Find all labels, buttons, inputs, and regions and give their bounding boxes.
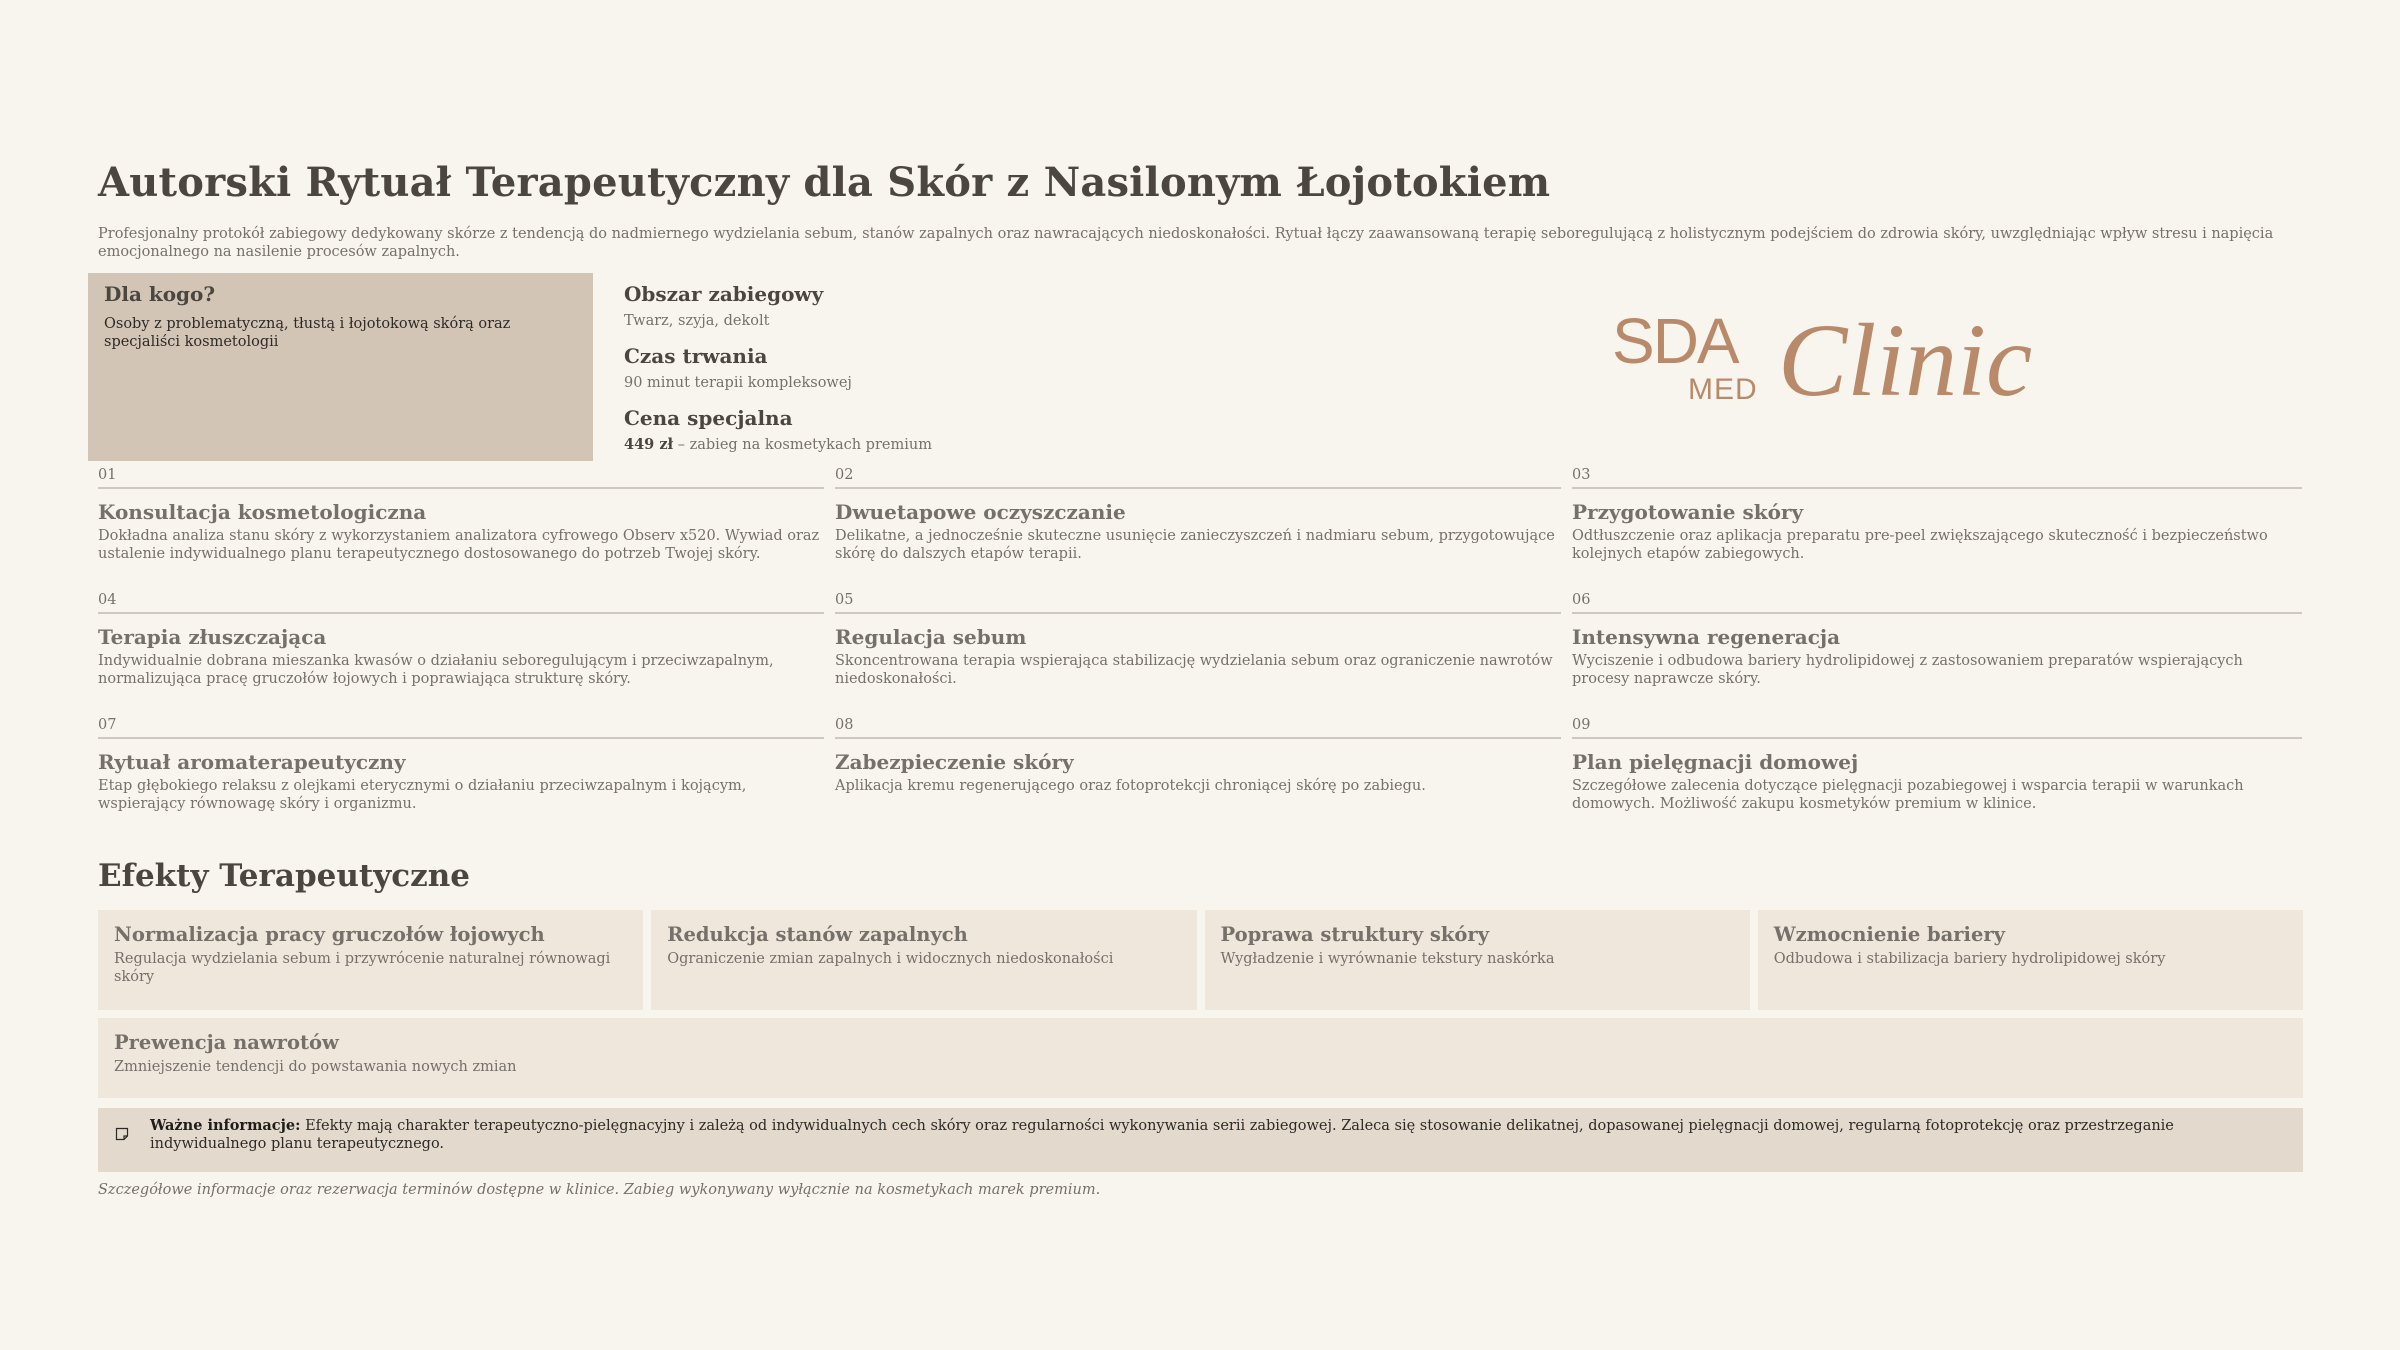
step-title: Terapia złuszczająca <box>98 625 327 649</box>
important-notice <box>98 1108 2303 1172</box>
sda-med-clinic-logo <box>1610 301 2060 421</box>
step-text: Szczegółowe zalecenia dotyczące pielęgnacji pozabiegowej i wsparcia terapii w warunkach domowych. Możliwość zakupu kosmetyków premium w klinice. <box>1572 778 2244 812</box>
step-title: Rytuał aromaterapeutyczny <box>98 750 406 774</box>
step-text: Etap głębokiego relaksu z olejkami eterycznymi o działaniu przeciwzapalnym i kojącym, wspierający równowagę skóry i organizmu. <box>98 778 747 812</box>
step-title: Regulacja sebum <box>835 625 1027 649</box>
logo-brand-top: SDA <box>1612 305 1738 377</box>
logo-graphic <box>1610 301 2060 421</box>
effect-text: Zmniejszenie tendencji do powstawania nowych zmian <box>114 1059 517 1075</box>
effect-card <box>1758 910 2303 1010</box>
step-item <box>98 465 824 590</box>
step-item <box>835 590 1561 715</box>
step-text: Delikatne, a jednocześnie skuteczne usunięcie zanieczyszczeń i nadmiaru sebum, przygotowujące skórę do dalszych etapów terapii. <box>835 528 1555 562</box>
effect-text: Wygładzenie i wyrównanie tekstury naskórka <box>1220 951 1555 967</box>
step-item <box>98 590 824 715</box>
effect-text: Odbudowa i stabilizacja bariery hydrolipidowej skóry <box>1773 951 2166 967</box>
time-value: 90 minut terapii kompleksowej <box>624 375 852 391</box>
step-item <box>98 715 824 840</box>
step-text: Skoncentrowana terapia wspierająca stabilizację wydzielania sebum oraz ograniczenie nawrotów niedoskonałości. <box>835 653 1553 687</box>
effect-title: Prewencja nawrotów <box>114 1031 339 1054</box>
step-text: Aplikacja kremu regenerującego oraz fotoprotekcji chroniącej skórę po zabiegu. <box>835 778 1426 794</box>
price-heading: Cena specjalna <box>624 406 793 430</box>
price-value <box>624 435 1074 455</box>
footer-note: Szczegółowe informacje oraz rezerwacja terminów dostępne w klinice. Zabieg wykonywany wyłącznie na kosmetykach marek premium. <box>98 1182 1101 1198</box>
effect-card <box>98 1018 2303 1098</box>
step-number: 08 <box>835 715 1561 739</box>
step-number: 05 <box>835 590 1561 614</box>
step-number: 09 <box>1572 715 2302 739</box>
page-title: Autorski Rytuał Terapeutyczny dla Skór z Nasilonym Łojotokiem <box>98 159 1551 206</box>
notice-text: Efekty mają charakter terapeutyczno-pielęgnacyjny i zależą od indywidualnych cech skóry oraz regularności wykonywania serii zabiegowej. Zaleca się stosowanie delikatnej, dopasowanej pielęgnacji domowej, regularną fotoprotekcję oraz przestrzeganie indywidualnego planu terapeutycznego. <box>150 1118 2174 1152</box>
step-number: 04 <box>98 590 824 614</box>
step-item <box>1572 465 2302 590</box>
logo-brand-script: Clinic <box>1778 303 2033 418</box>
effect-text: Regulacja wydzielania sebum i przywrócenie naturalnej równowagi skóry <box>114 951 611 985</box>
treatment-page <box>98 155 2303 1200</box>
step-item <box>835 715 1561 840</box>
logo-brand-sub: MED <box>1688 373 1758 406</box>
effect-card <box>98 910 643 1010</box>
note-icon <box>115 1127 129 1141</box>
step-item <box>835 465 1561 590</box>
for-whom-box <box>88 273 593 461</box>
notice-label: Ważne informacje: <box>150 1117 301 1134</box>
step-title: Zabezpieczenie skóry <box>835 750 1074 774</box>
effects-grid <box>98 910 2303 1098</box>
step-number: 01 <box>98 465 824 489</box>
area-heading: Obszar zabiegowy <box>624 282 824 306</box>
step-number: 07 <box>98 715 824 739</box>
step-number: 02 <box>835 465 1561 489</box>
step-title: Konsultacja kosmetologiczna <box>98 500 427 524</box>
effect-title: Normalizacja pracy gruczołów łojowych <box>114 923 545 946</box>
for-whom-heading: Dla kogo? <box>104 282 216 306</box>
time-heading: Czas trwania <box>624 344 768 368</box>
step-title: Przygotowanie skóry <box>1572 500 1804 524</box>
effect-card <box>651 910 1196 1010</box>
step-title: Intensywna regeneracja <box>1572 625 1841 649</box>
effect-title: Poprawa struktury skóry <box>1220 923 1490 946</box>
info-row <box>98 273 2303 461</box>
effect-title: Redukcja stanów zapalnych <box>667 923 968 946</box>
step-text: Wyciszenie i odbudowa bariery hydrolipidowej z zastosowaniem preparatów wspierających procesy naprawcze skóry. <box>1572 653 2243 687</box>
steps-grid <box>98 465 2303 840</box>
step-title: Dwuetapowe oczyszczanie <box>835 500 1126 524</box>
price-amount: 449 zł <box>624 436 674 453</box>
step-number: 03 <box>1572 465 2302 489</box>
area-value: Twarz, szyja, dekolt <box>624 313 770 329</box>
step-text: Odtłuszczenie oraz aplikacja preparatu pre-peel zwiększającego skuteczność i bezpieczeństwo kolejnych etapów zabiegowych. <box>1572 528 2268 562</box>
step-title: Plan pielęgnacji domowej <box>1572 750 1859 774</box>
step-number: 06 <box>1572 590 2302 614</box>
step-text: Indywidualnie dobrana mieszanka kwasów o działaniu seboregulującym i przeciwzapalnym, normalizująca pracę gruczołów łojowych i poprawiająca strukturę skóry. <box>98 653 774 687</box>
step-text: Dokładna analiza stanu skóry z wykorzystaniem analizatora cyfrowego Observ x520. Wywiad oraz ustalenie indywidualnego planu terapeutycznego dostosowanego do potrzeb Twojej skóry. <box>98 528 820 562</box>
price-note: – zabieg na kosmetykach premium <box>673 437 932 453</box>
effect-card <box>1205 910 1750 1010</box>
treatment-details <box>624 279 1074 465</box>
step-item <box>1572 590 2302 715</box>
effect-title: Wzmocnienie bariery <box>1773 923 2005 946</box>
step-item <box>1572 715 2302 840</box>
intro-text: Profesjonalny protokół zabiegowy dedykowany skórze z tendencją do nadmiernego wydzielania sebum, stanów zapalnych oraz nawracających niedoskonałości. Rytuał łączy zaawansowaną terapię seboregulującą z holistycznym podejściem do zdrowia skóry, uwzględniając wpływ stresu i napięcia emocjonalnego na nasilenie procesów zapalnych. <box>98 226 2274 260</box>
effects-title: Efekty Terapeutyczne <box>98 858 470 894</box>
effect-text: Ograniczenie zmian zapalnych i widocznych niedoskonałości <box>667 951 1114 967</box>
for-whom-text: Osoby z problematyczną, tłustą i łojotokową skórą oraz specjaliści kosmetologii <box>104 316 511 350</box>
